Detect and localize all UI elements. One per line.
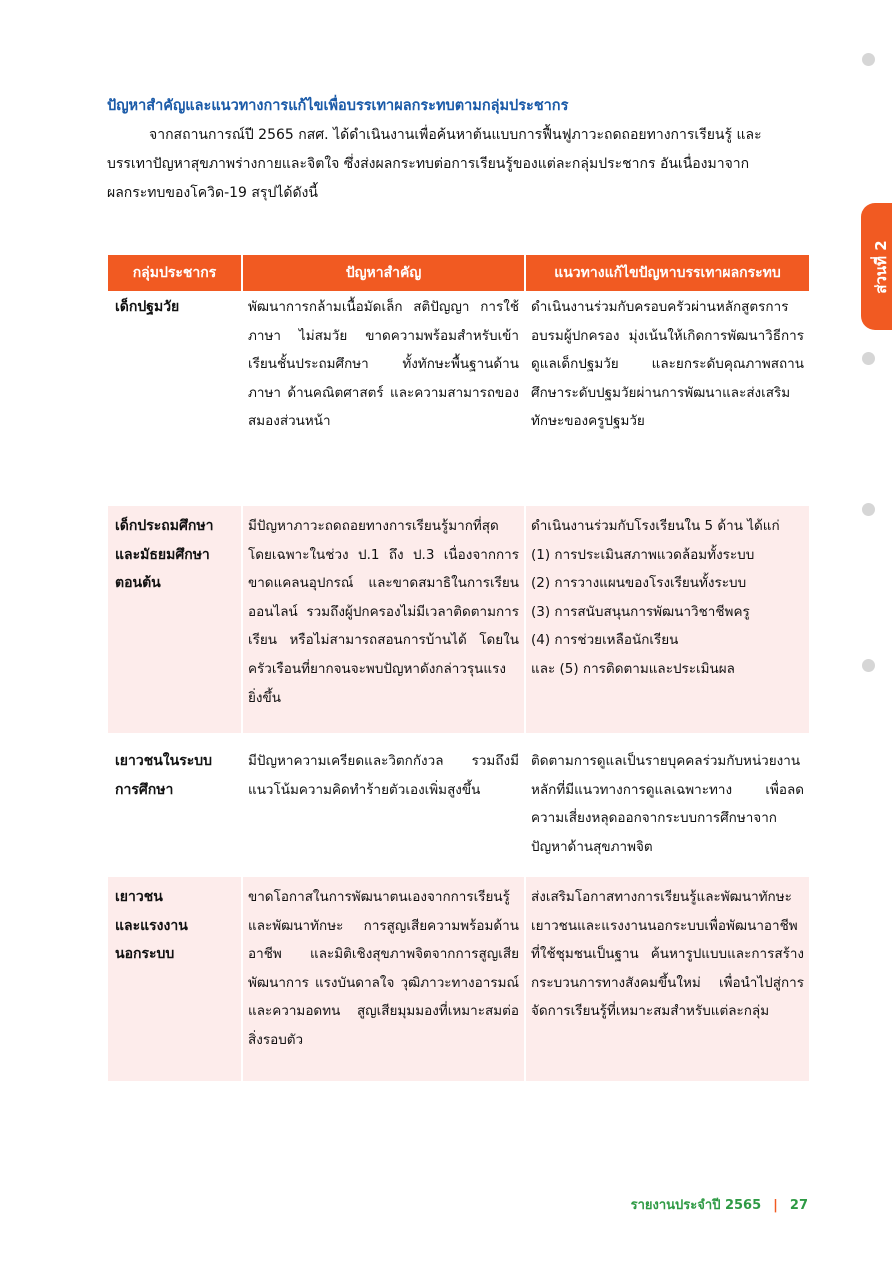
- table-header-row: [108, 255, 809, 293]
- problem-cell: มีปัญหาภาวะถดถอยทางการเรียนรู้มากที่สุด โดยเฉพาะในช่วง ป.1 ถึง ป.3 เนื่องจากการขาดแคลนอุปกรณ์ และขาดสมาธิในการเรียนออนไลน์ รวมถึงผู้ปกครองไม่มีเวลาติดตามการเรียน หรือไม่สามารถสอนการบ้านได้ โดยในครัวเรือนที่ยากจนจะพบปัญหาดังกล่าวรุนแรงยิ่งขึ้น: [243, 506, 524, 733]
- intro-line: บรรเทาปัญหาสุขภาพร่างกายและจิตใจ ซึ่งส่งผลกระทบต่อการเรียนรู้ของแต่ละกลุ่มประชากร อันเนื่องมาจาก: [107, 156, 750, 172]
- problem-cell: มีปัญหาความเครียดและวิตกกังวล รวมถึงมีแนวโน้มความคิดทำร้ายตัวเองเพิ่มสูงขึ้น: [248, 753, 519, 798]
- group-cell: เยาวชน และแรงงาน นอกระบบ: [108, 877, 241, 1081]
- table-row: [108, 293, 809, 506]
- section-tab: [861, 203, 892, 330]
- report-title: รายงานประจำปี 2565: [630, 1198, 762, 1213]
- page-footer: [631, 1194, 808, 1215]
- problem-cell: พัฒนาการกล้ามเนื้อมัดเล็ก สติปัญญา การใช้ภาษา ไม่สมวัย ขาดความพร้อมสำหรับเข้าเรียนชั้นประถมศึกษา ทั้งทักษะพื้นฐานด้านภาษา ด้านคณิตศาสตร์ และความสามารถของสมองส่วนหน้า: [248, 299, 519, 430]
- table-row: [108, 877, 809, 1081]
- intro-line: ผลกระทบของโควิด-19 สรุปได้ดังนี้: [107, 185, 318, 201]
- intro-line: จากสถานการณ์ปี 2565 กสศ. ได้ดำเนินงานเพื่อค้นหาต้นแบบการฟื้นฟูภาวะถดถอยทางการเรียนรู้ และ: [149, 127, 762, 143]
- group-cell: เด็กปฐมวัย: [115, 299, 180, 315]
- group-cell: เด็กประถมศึกษา และมัธยมศึกษา ตอนต้น: [108, 506, 241, 733]
- table-row: [108, 747, 809, 877]
- solution-cell: ดำเนินงานร่วมกับครอบครัวผ่านหลักสูตรการอบรมผู้ปกครอง มุ่งเน้นให้เกิดการพัฒนาวิธีการดูแลเด็กปฐมวัย และยกระดับคุณภาพสถานศึกษาระดับปฐมวัยผ่านการพัฒนาและส่งเสริมทักษะของครูปฐมวัย: [531, 299, 804, 430]
- page-number: 27: [789, 1198, 808, 1213]
- problem-cell: ขาดโอกาสในการพัฒนาตนเองจากการเรียนรู้และพัฒนาทักษะ การสูญเสียความพร้อมด้านอาชีพ และมิติเชิงสุขภาพจิตจากการสูญเสียพัฒนาการ แรงบันดาลใจ วุฒิภาวะทางอารมณ์ และความอดทน สูญเสียมุมมองที่เหมาะสมต่อสิ่งรอบตัว: [243, 877, 524, 1081]
- table-spacer: [108, 733, 809, 747]
- column-header-group: กลุ่มประชากร: [108, 255, 241, 293]
- nav-dot-4: [862, 659, 875, 672]
- intro-paragraph: [107, 121, 808, 208]
- column-header-solution: แนวทางแก้ไขปัญหาบรรเทาผลกระทบ: [526, 255, 809, 293]
- nav-dot-3: [862, 503, 875, 516]
- population-problems-table: [106, 255, 811, 1081]
- section-tab-label: ส่วนที่ 2: [872, 239, 890, 294]
- page-title: ปัญหาสำคัญและแนวทางการแก้ไขเพื่อบรรเทาผลกระทบตามกลุ่มประชากร: [107, 98, 569, 114]
- solution-cell: ดำเนินงานร่วมกับโรงเรียนใน 5 ด้าน ได้แก่ (1) การประเมินสภาพแวดล้อมทั้งระบบ (2) การวางแผนของโรงเรียนทั้งระบบ (3) การสนับสนุนการพัฒนาวิชาชีพครู (4) การช่วยเหลือนักเรียน และ (5) การติดตามและประเมินผล: [526, 506, 809, 733]
- table-row: [108, 506, 809, 733]
- nav-dot-1: [862, 53, 875, 66]
- footer-separator: |: [773, 1198, 778, 1213]
- nav-dot-2: [862, 352, 875, 365]
- solution-cell: ติดตามการดูแลเป็นรายบุคคลร่วมกับหน่วยงานหลักที่มีแนวทางการดูแลเฉพาะทาง เพื่อลดความเสี่ยงหลุดออกจากระบบการศึกษาจากปัญหาด้านสุขภาพจิต: [531, 753, 804, 855]
- solution-cell: ส่งเสริมโอกาสทางการเรียนรู้และพัฒนาทักษะเยาวชนและแรงงานนอกระบบเพื่อพัฒนาอาชีพที่ใช้ชุมชนเป็นฐาน ค้นหารูปแบบและการสร้างกระบวนการทางสังคมขึ้นใหม่ เพื่อนำไปสู่การจัดการเรียนรู้ที่เหมาะสมสำหรับแต่ละกลุ่ม: [526, 877, 809, 1081]
- group-cell: เยาวชนในระบบ การศึกษา: [115, 753, 213, 798]
- column-header-problem: ปัญหาสำคัญ: [243, 255, 524, 293]
